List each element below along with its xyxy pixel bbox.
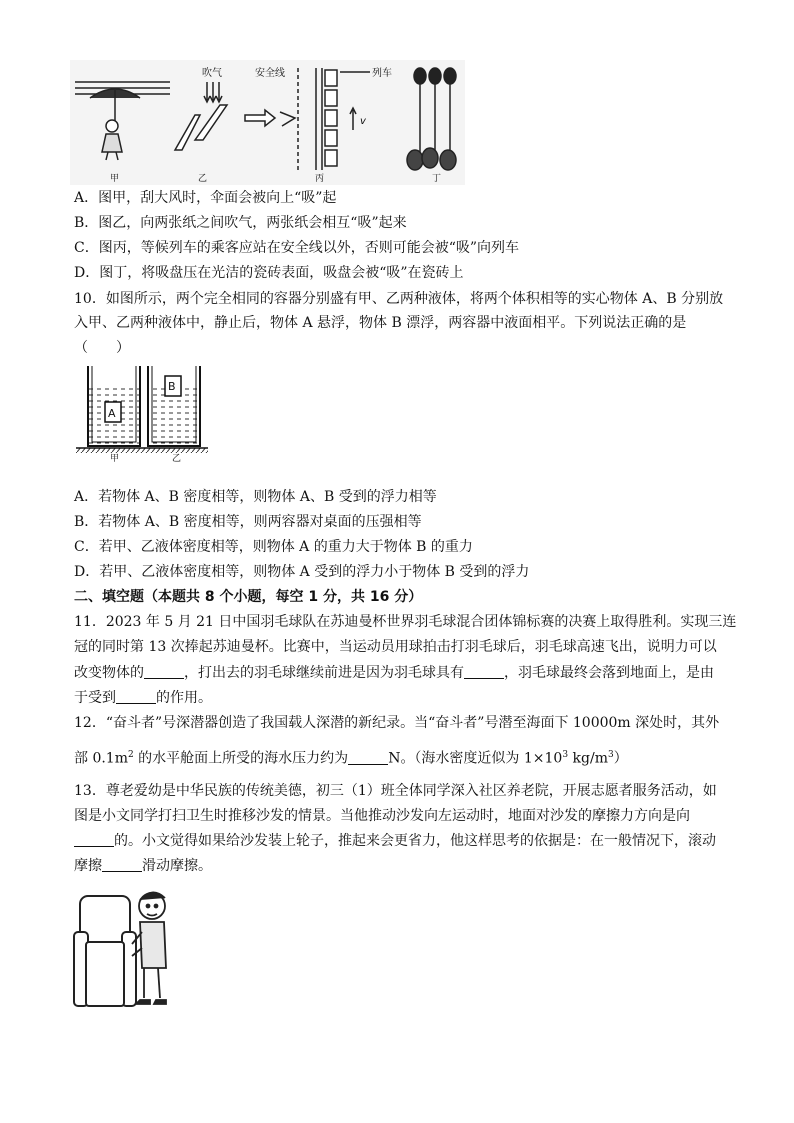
q13-text-c: 摩擦 <box>74 858 102 874</box>
q12-blank[interactable] <box>348 750 388 765</box>
container-jia <box>88 366 140 446</box>
q12-text-c: N。（海水密度近似为 1×10 <box>388 750 563 767</box>
caption-jia: 甲 <box>110 174 120 184</box>
safety-line-label: 安全线 <box>255 68 285 79</box>
q12-text-b: 的水平舱面上所受的海水压力约为 <box>133 750 349 767</box>
q9-figure <box>70 60 465 185</box>
q9-option-a: A．图甲，刮大风时，伞面会被向上“吸”起 <box>74 190 337 206</box>
block-a-label: A <box>108 407 116 420</box>
q10-figure <box>72 362 212 462</box>
caption-ding: 丁 <box>432 174 442 184</box>
q13-line3 <box>74 831 716 851</box>
q13-line1: 13．尊老爱幼是中华民族的传统美德，初三（1）班全体同学深入社区养老院，开展志愿者服务活动，如 <box>74 783 717 799</box>
label-jia: 甲 <box>110 454 120 462</box>
q13-text-b: 的。小文觉得如果给沙发装上轮子，推起来会更省力，他这样思考的依据是：在一般情况下，滚动 <box>114 833 716 849</box>
q9-option-c: C．图丙，等候列车的乘客应站在安全线以外，否则可能会被“吸”向列车 <box>74 240 520 256</box>
block-b-label: B <box>168 380 176 393</box>
q10-option-b: B．若物体 A、B 密度相等，则两容器对桌面的压强相等 <box>74 514 422 530</box>
boy-pushing <box>132 892 166 1004</box>
q11-text-d: 于受到 <box>74 690 116 706</box>
q13-blank-2[interactable] <box>102 857 142 872</box>
q11-text-a: 改变物体的 <box>74 665 144 681</box>
q10-option-c: C．若甲、乙液体密度相等，则物体 A 的重力大于物体 B 的重力 <box>74 539 473 555</box>
q13-figure <box>70 882 175 1014</box>
q10-stem-line2: 入甲、乙两种液体中，静止后，物体 A 悬浮，物体 B 漂浮，两容器中液面相平。下列说法正确的是 <box>74 315 687 331</box>
q10-option-d: D．若甲、乙液体密度相等，则物体 A 受到的浮力小于物体 B 受到的浮力 <box>74 564 530 580</box>
q12-unit: kg/m <box>568 750 608 767</box>
q9-option-b: B．图乙，向两张纸之间吹气，两张纸会相互“吸”起来 <box>74 215 407 231</box>
section-2-title: 二、填空题（本题共 8 个小题，每空 1 分，共 16 分） <box>74 589 423 605</box>
sofa <box>74 896 136 1006</box>
q11-blank-1[interactable] <box>144 664 184 679</box>
label-yi: 乙 <box>172 454 182 462</box>
q13-blank-1[interactable] <box>74 832 114 847</box>
q11-line3 <box>74 663 714 683</box>
q12-area: 部 0.1m <box>74 750 128 767</box>
q11-blank-2[interactable] <box>464 664 504 679</box>
blow-label: 吹气 <box>202 68 222 79</box>
q9-option-d: D．图丁，将吸盘压在光洁的瓷砖表面，吸盘会被“吸”在瓷砖上 <box>74 265 464 281</box>
q11-text-b: ，打出去的羽毛球继续前进是因为羽毛球具有 <box>184 665 464 681</box>
q10-option-a: A．若物体 A、B 密度相等，则物体 A、B 受到的浮力相等 <box>74 489 437 505</box>
q11-line1: 11．2023 年 5 月 21 日中国羽毛球队在苏迪曼杯世界羽毛球混合团体锦标赛的决赛上取得胜利。实现三连 <box>74 614 737 630</box>
q12-text-e: ） <box>613 750 628 767</box>
q11-line4 <box>74 688 212 708</box>
train-label: 列车 <box>372 68 392 79</box>
q13-line2: 图是小文同学打扫卫生时推移沙发的情景。当他推动沙发向左运动时，地面对沙发的摩擦力方向是向 <box>74 808 690 824</box>
caption-yi: 乙 <box>198 174 208 184</box>
q12-density-exp: 3 <box>562 750 569 760</box>
q13-line4 <box>74 856 212 876</box>
velocity-label: v <box>360 116 366 127</box>
q12-unit-exp: 3 <box>607 750 614 760</box>
container-yi <box>148 366 200 446</box>
caption-bing: 丙 <box>315 174 325 184</box>
q12-line2 <box>74 745 628 769</box>
q11-text-e: 的作用。 <box>156 690 212 706</box>
q11-text-c: ，羽毛球最终会落到地面上，是由 <box>504 665 714 681</box>
q10-stem-line1: 10．如图所示，两个完全相同的容器分别盛有甲、乙两种液体，将两个体积相等的实心物体 A、B 分别放 <box>74 291 724 307</box>
q12-area-exp: 2 <box>128 750 134 760</box>
q11-blank-3[interactable] <box>116 689 156 704</box>
q13-text-d: 滑动摩擦。 <box>142 858 212 874</box>
q10-answer-bracket: （ ） <box>74 340 130 356</box>
q11-line2: 冠的同时第 13 次捧起苏迪曼杯。比赛中，当运动员用球拍击打羽毛球后，羽毛球高速飞出，说明力可以 <box>74 639 717 655</box>
q12-line1: 12．“奋斗者”号深潜器创造了我国载人深潜的新纪录。当“奋斗者”号潜至海面下 10000m 深处时，其外 <box>74 715 720 731</box>
